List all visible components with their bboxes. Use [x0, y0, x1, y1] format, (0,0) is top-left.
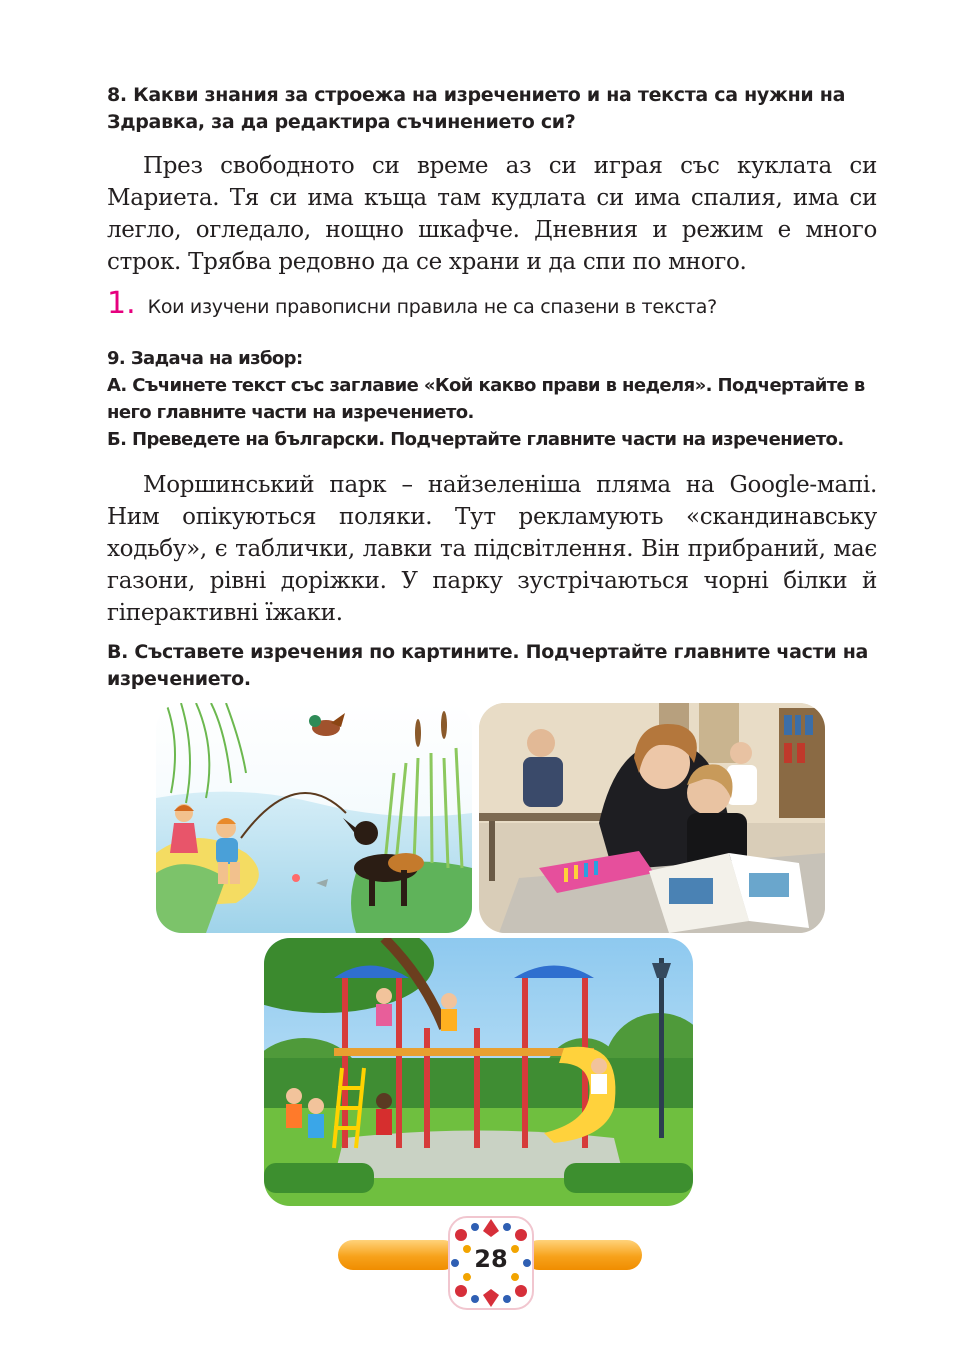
question-text: Кои изучени правописни правила не са спазени в текста? [147, 296, 717, 318]
task8-heading: 8. Какви знания за строежа на изречението и на текста са нужни на Здравка, за да редактира съчинението си? [107, 84, 846, 133]
fishing-boy-dog-lake-picture [156, 703, 472, 933]
page-bar-right [524, 1240, 642, 1270]
ukrainian-text: Моршинський парк – найзеленіша пляма на Google-мапі. Ним опікуються поляки. Тут рекламують «скандинавську ходьбу», є таблички, лавки та підсвітлення. Він прибраний, має газони, рівні доріжки. У парку зустрічаються чорні білки й гіперактивні їжаки. [107, 472, 877, 626]
page-number: 28 [474, 1245, 508, 1273]
children-playground-picture [264, 938, 693, 1206]
teacher-helping-girl-classroom-picture [479, 703, 825, 933]
task8-text: През свободното си време аз си играя със куклата си Мариета. Тя си има къща там кудлата си има спалия, има си легло, огледало, нощно шкафче. Дневния и режим е много строк. Трябва редовно да се храни и да спи по много. [107, 153, 877, 275]
question-number: 1. [107, 286, 136, 321]
page-number-badge [447, 1215, 535, 1311]
task9-option-a: А. Съчинете текст със заглавие «Кой какво прави в неделя». Подчертайте в него главните части на изречението. [107, 375, 865, 423]
page-bar-left [338, 1240, 458, 1270]
task8-question [107, 286, 877, 321]
task9-option-b: Б. Преведете на български. Подчертайте главните части на изречението. [107, 429, 844, 450]
task9-heading: 9. Задача на избор: [107, 348, 303, 369]
task9-option-v: В. Съставете изречения по картините. Подчертайте главните части на изречението. [107, 641, 869, 690]
task9-block [107, 345, 877, 453]
